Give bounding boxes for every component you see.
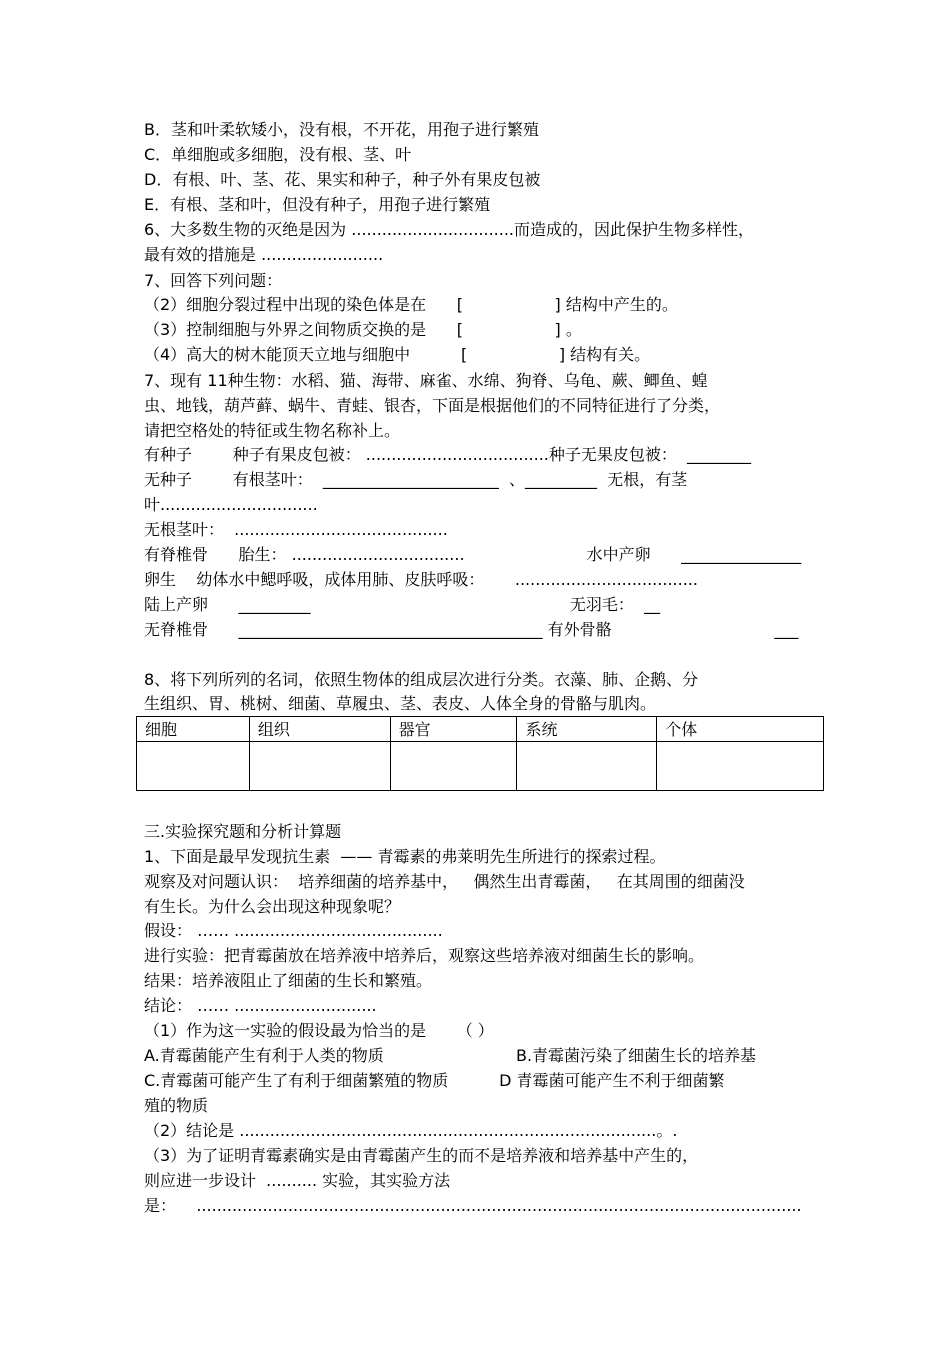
s3-line-7: 结论： …… ............................	[144, 996, 377, 1015]
q7b-intro-3: 请把空格处的特征或生物名称补上。	[144, 421, 401, 440]
q8-line-1: 8、将下列所列的名词，依照生物体的组成层次进行分类。衣藻、肺、企鹅、分	[144, 670, 699, 689]
s3-line-6: 结果：培养液阻止了细菌的生长和繁殖。	[144, 971, 433, 990]
s3-line-14: 则应进一步设计 .......... 实验，其实验方法	[144, 1171, 451, 1190]
s3-line-13: （3）为了证明青霉素确实是由青霉菌产生的而不是培养液和培养基中产生的，	[144, 1146, 699, 1165]
q7a-item-3: （3）控制细胞与外界之间物质交换的是 [ ] 。	[144, 320, 582, 339]
header-cell: 细胞	[137, 717, 250, 742]
answer-cell-5[interactable]	[657, 742, 824, 791]
q7b-row-2: 无种子 有根茎叶： ______________________ 、_________ 无根，有茎	[144, 470, 688, 489]
header-individual: 个体	[657, 717, 824, 742]
s3-line-12: （2）结论是 ..................................................................................。.	[144, 1121, 678, 1140]
q6-line-2: 最有效的措施是 ........................	[144, 245, 384, 264]
q6-line-1: 6、大多数生物的灭绝是因为 ................................而造成的，因此保护生物多样性，	[144, 220, 755, 239]
option-b: B．茎和叶柔软矮小，没有根，不开花，用孢子进行繁殖	[144, 120, 539, 139]
q7b-row-8: 无脊椎骨 ______________________________________ 有外骨骼 ___	[144, 620, 799, 639]
q7b-intro-1: 7、现有 11种生物：水稻、猫、海带、麻雀、水绵、狗脊、乌龟、蕨、鲫鱼、蝗	[144, 371, 708, 390]
q7a-item-2: （2）细胞分裂过程中出现的染色体是在 [ ] 结构中产生的。	[144, 295, 678, 314]
classification-table	[136, 716, 824, 791]
answer-cell-1[interactable]	[137, 742, 250, 791]
header-tissue: 组织	[249, 717, 390, 742]
s3-line-5: 进行实验：把青霉菌放在培养液中培养后，观察这些培养液对细菌生长的影响。	[144, 946, 705, 965]
s3-line-10: C.青霉菌可能产生了有利于细菌繁殖的物质 D 青霉菌可能产生不利于细菌繁	[144, 1071, 725, 1090]
header-organ: 器官	[390, 717, 517, 742]
s3-line-9: A.青霉菌能产生有利于人类的物质 B.青霉菌污染了细菌生长的培养基	[144, 1046, 757, 1065]
q7b-intro-2: 虫、地钱，葫芦藓、蜗牛、青蛙、银杏，下面是根据他们的不同特征进行了分类，	[144, 396, 721, 415]
q8-line-2: 生组织、胃、桃树、细菌、草履虫、茎、表皮、人体全身的骨骼与肌肉。	[144, 694, 657, 713]
answer-cell-3[interactable]	[390, 742, 517, 791]
header-system: 系统	[517, 717, 657, 742]
answer-cell-4[interactable]	[517, 742, 657, 791]
s3-line-11: 殖的物质	[144, 1096, 209, 1115]
q7b-row-4: 无根茎叶： ..........................................	[144, 520, 448, 539]
answer-cell-2[interactable]	[249, 742, 390, 791]
q7b-row-6: 卵生 幼体水中鳃呼吸，成体用肺、皮肤呼吸： ....................................	[144, 570, 698, 589]
s3-line-4: 假设： …… .........................................	[144, 921, 443, 940]
q7a-item-4: （4）高大的树木能顶天立地与细胞中 [ ] 结构有关。	[144, 345, 651, 364]
s3-line-8: （1）作为这一实验的假设最为恰当的是 （ ）	[144, 1021, 494, 1040]
q7b-row-1: 有种子 种子有果皮包被： ....................................种子无果皮包被： ________	[144, 445, 752, 464]
q7b-row-3: 叶...............................	[144, 495, 318, 514]
option-d: D．有根、叶、茎、花、果实和种子，种子外有果皮包被	[144, 170, 541, 189]
section-3-title: 三.实验探究题和分析计算题	[144, 822, 342, 841]
s3-line-1: 1、下面是最早发现抗生素 —— 青霉素的弗莱明先生所进行的探索过程。	[144, 847, 666, 866]
q7a-title: 7、回答下列问题：	[144, 271, 283, 290]
s3-line-2: 观察及对问题认识： 培养细菌的培养基中， 偶然生出青霉菌， 在其周围的细菌没	[144, 872, 745, 891]
option-c: C．单细胞或多细胞，没有根、茎、叶	[144, 145, 412, 164]
q7b-row-7: 陆上产卵 _________ 无羽毛： __	[144, 595, 661, 614]
q7b-row-5: 有脊椎骨 胎生： .................................. 水中产卵 _______________	[144, 545, 802, 564]
s3-line-15: 是： .......................................................................................................................	[144, 1196, 802, 1215]
s3-line-3: 有生长。为什么会出现这种现象呢？	[144, 897, 401, 916]
option-e: E．有根、茎和叶，但没有种子，用孢子进行繁殖	[144, 195, 491, 214]
